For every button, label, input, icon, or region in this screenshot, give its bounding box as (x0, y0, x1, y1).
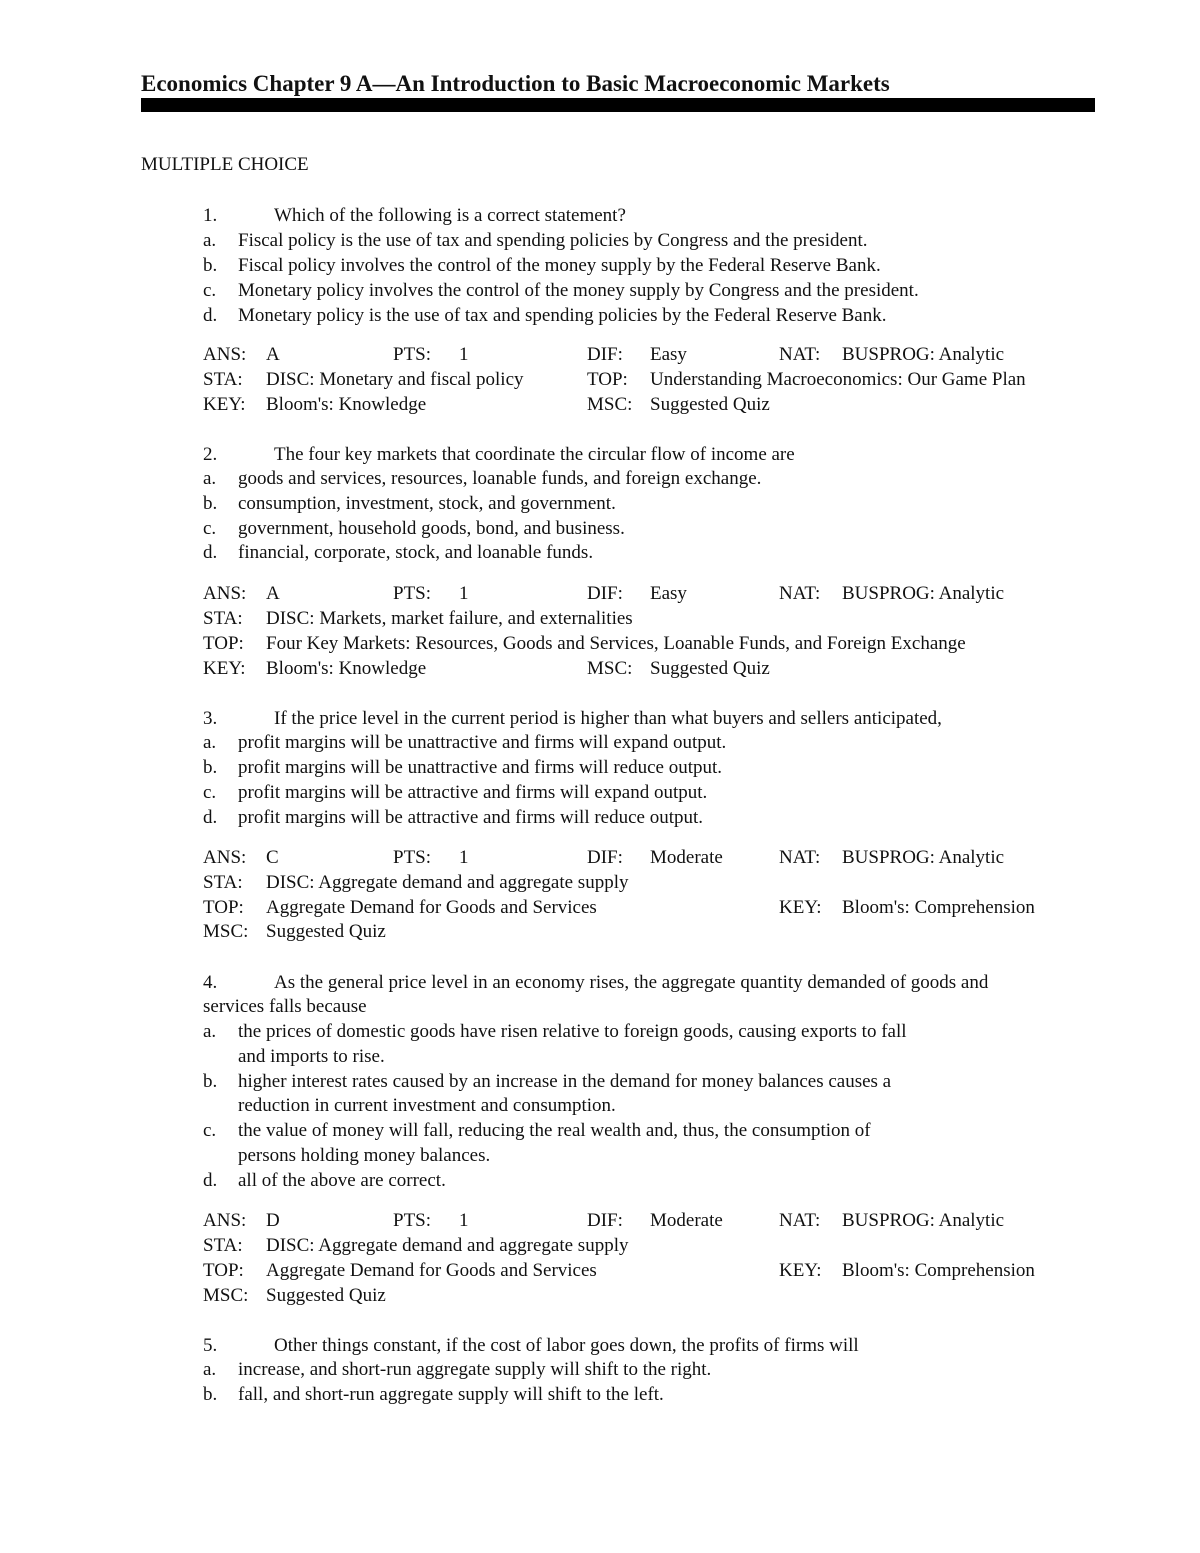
pts-label: PTS: (393, 1210, 432, 1231)
option-label: a. (203, 1359, 217, 1380)
key-value: Bloom's: Knowledge (266, 658, 427, 679)
option-label: a. (203, 468, 217, 489)
section-heading: MULTIPLE CHOICE (141, 154, 309, 175)
option-label: d. (203, 807, 218, 828)
option-text-continued: and imports to rise. (238, 1046, 385, 1067)
ans-label: ANS: (203, 847, 247, 868)
key-value: Bloom's: Comprehension (842, 1260, 1035, 1281)
option-label: d. (203, 542, 218, 563)
dif-label: DIF: (587, 847, 623, 868)
option-label: b. (203, 757, 218, 778)
question-text: If the price level in the current period is higher than what buyers and sellers anticipated, (274, 708, 942, 729)
dif-label: DIF: (587, 1210, 623, 1231)
top-value: Aggregate Demand for Goods and Services (266, 1260, 597, 1281)
option-label: a. (203, 732, 217, 753)
sta-value: DISC: Aggregate demand and aggregate supply (266, 872, 629, 893)
option-text: Fiscal policy is the use of tax and spending policies by Congress and the president. (238, 230, 868, 251)
ans-value: A (266, 344, 280, 365)
top-value: Aggregate Demand for Goods and Services (266, 897, 597, 918)
ans-label: ANS: (203, 1210, 247, 1231)
option-label: d. (203, 305, 218, 326)
msc-value: Suggested Quiz (266, 921, 386, 942)
msc-label: MSC: (587, 658, 633, 679)
option-label: c. (203, 782, 217, 803)
key-value: Bloom's: Comprehension (842, 897, 1035, 918)
option-text: Monetary policy involves the control of the money supply by Congress and the president. (238, 280, 919, 301)
nat-label: NAT: (779, 583, 821, 604)
option-text: profit margins will be unattractive and firms will reduce output. (238, 757, 723, 778)
question-number: 4. (203, 972, 218, 993)
option-label: b. (203, 1071, 218, 1092)
top-value: Four Key Markets: Resources, Goods and Services, Loanable Funds, and Foreign Exchange (266, 633, 966, 654)
msc-label: MSC: (587, 394, 633, 415)
dif-label: DIF: (587, 583, 623, 604)
option-text: Fiscal policy involves the control of the money supply by the Federal Reserve Bank. (238, 255, 881, 276)
option-label: b. (203, 493, 218, 514)
question-number: 2. (203, 444, 218, 465)
sta-label: STA: (203, 872, 243, 893)
pts-value: 1 (459, 344, 469, 365)
option-text: goods and services, resources, loanable funds, and foreign exchange. (238, 468, 762, 489)
nat-label: NAT: (779, 847, 821, 868)
option-text: profit margins will be attractive and firms will reduce output. (238, 807, 704, 828)
option-text: all of the above are correct. (238, 1170, 446, 1191)
sta-value: DISC: Aggregate demand and aggregate supply (266, 1235, 629, 1256)
key-label: KEY: (203, 394, 246, 415)
ans-label: ANS: (203, 583, 247, 604)
sta-label: STA: (203, 608, 243, 629)
question-text-continued: services falls because (203, 996, 367, 1017)
top-label: TOP: (203, 1260, 244, 1281)
pts-label: PTS: (393, 344, 432, 365)
nat-value: BUSPROG: Analytic (842, 847, 1005, 868)
pts-label: PTS: (393, 847, 432, 868)
question-number: 3. (203, 708, 218, 729)
option-label: b. (203, 1384, 218, 1405)
nat-value: BUSPROG: Analytic (842, 583, 1005, 604)
dif-value: Moderate (650, 1210, 723, 1231)
top-label: TOP: (203, 897, 244, 918)
question-text: Which of the following is a correct statement? (274, 205, 626, 226)
option-text: Monetary policy is the use of tax and spending policies by the Federal Reserve Bank. (238, 305, 887, 326)
option-label: c. (203, 280, 217, 301)
dif-label: DIF: (587, 344, 623, 365)
msc-value: Suggested Quiz (266, 1285, 386, 1306)
ans-value: A (266, 583, 280, 604)
ans-value: D (266, 1210, 280, 1231)
option-text: financial, corporate, stock, and loanable funds. (238, 542, 594, 563)
sta-label: STA: (203, 1235, 243, 1256)
option-text: fall, and short-run aggregate supply will shift to the left. (238, 1384, 664, 1405)
nat-value: BUSPROG: Analytic (842, 1210, 1005, 1231)
top-label: TOP: (587, 369, 628, 390)
msc-label: MSC: (203, 921, 249, 942)
option-text: the prices of domestic goods have risen relative to foreign goods, causing exports to fall (238, 1021, 907, 1042)
option-text-continued: persons holding money balances. (238, 1145, 491, 1166)
option-text: consumption, investment, stock, and government. (238, 493, 616, 514)
msc-value: Suggested Quiz (650, 658, 770, 679)
question-number: 5. (203, 1335, 218, 1356)
key-label: KEY: (779, 897, 822, 918)
option-text-continued: reduction in current investment and consumption. (238, 1095, 616, 1116)
page-title: Economics Chapter 9 A—An Introduction to Basic Macroeconomic Markets (141, 71, 890, 96)
msc-label: MSC: (203, 1285, 249, 1306)
key-label: KEY: (203, 658, 246, 679)
pts-label: PTS: (393, 583, 432, 604)
option-label: a. (203, 230, 217, 251)
ans-value: C (266, 847, 279, 868)
option-label: a. (203, 1021, 217, 1042)
dif-value: Easy (650, 344, 687, 365)
question-number: 1. (203, 205, 218, 226)
pts-value: 1 (459, 583, 469, 604)
nat-label: NAT: (779, 1210, 821, 1231)
sta-value: DISC: Markets, market failure, and externalities (266, 608, 633, 629)
top-label: TOP: (203, 633, 244, 654)
title-rule (141, 98, 1095, 112)
pts-value: 1 (459, 847, 469, 868)
option-text: government, household goods, bond, and business. (238, 518, 625, 539)
pts-value: 1 (459, 1210, 469, 1231)
key-label: KEY: (779, 1260, 822, 1281)
top-value: Understanding Macroeconomics: Our Game Plan (650, 369, 1026, 390)
option-text: profit margins will be attractive and firms will expand output. (238, 782, 708, 803)
key-value: Bloom's: Knowledge (266, 394, 427, 415)
nat-label: NAT: (779, 344, 821, 365)
option-label: b. (203, 255, 218, 276)
option-text: profit margins will be unattractive and firms will expand output. (238, 732, 727, 753)
option-text: increase, and short-run aggregate supply will shift to the right. (238, 1359, 712, 1380)
question-text: Other things constant, if the cost of labor goes down, the profits of firms will (274, 1335, 859, 1356)
ans-label: ANS: (203, 344, 247, 365)
question-text: As the general price level in an economy rises, the aggregate quantity demanded of goods and (274, 972, 989, 993)
dif-value: Easy (650, 583, 687, 604)
option-text: higher interest rates caused by an increase in the demand for money balances causes a (238, 1071, 892, 1092)
sta-label: STA: (203, 369, 243, 390)
dif-value: Moderate (650, 847, 723, 868)
option-label: c. (203, 518, 217, 539)
sta-value: DISC: Monetary and fiscal policy (266, 369, 524, 390)
nat-value: BUSPROG: Analytic (842, 344, 1005, 365)
option-label: d. (203, 1170, 218, 1191)
msc-value: Suggested Quiz (650, 394, 770, 415)
option-text: the value of money will fall, reducing the real wealth and, thus, the consumption of (238, 1120, 871, 1141)
question-text: The four key markets that coordinate the circular flow of income are (274, 444, 795, 465)
option-label: c. (203, 1120, 217, 1141)
